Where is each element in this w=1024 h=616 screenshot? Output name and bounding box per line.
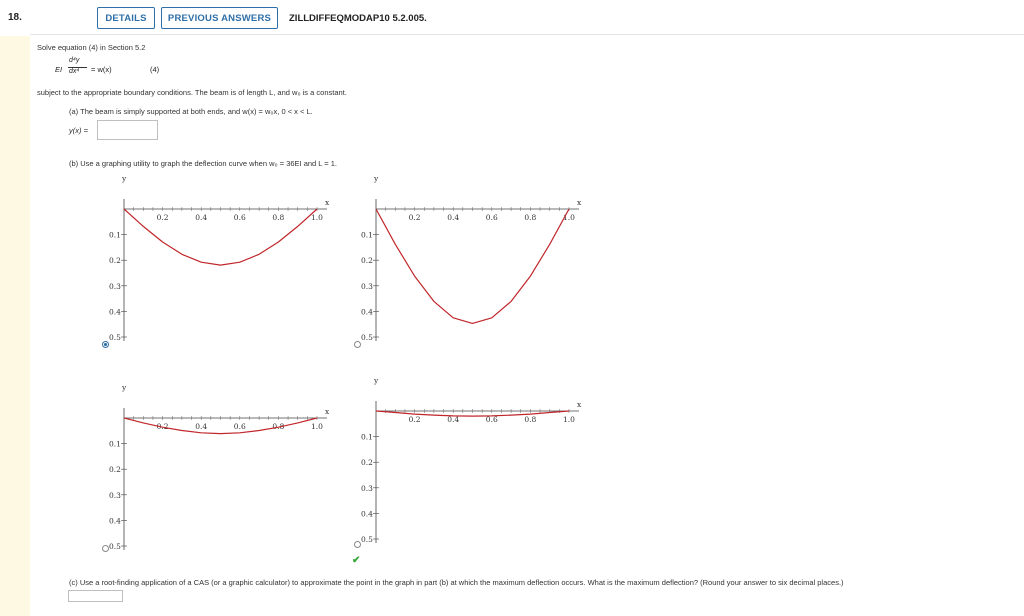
x-axis-label: x: [325, 407, 330, 416]
x-tick-label: 1.0: [311, 213, 323, 222]
y-tick-label: 0.1: [109, 439, 121, 449]
graph-option-3: [95, 374, 345, 567]
x-tick-label: 0.8: [524, 415, 537, 424]
equation-denominator: dx⁴: [69, 68, 80, 75]
x-tick-label: 0.2: [156, 422, 169, 431]
x-tick-label: 0.2: [408, 213, 421, 222]
deflection-curve: [124, 209, 317, 265]
x-tick-label: 0.6: [485, 415, 498, 424]
details-button[interactable]: DETAILS: [97, 7, 155, 29]
x-tick-label: 0.4: [447, 213, 460, 222]
x-tick-label: 0.2: [156, 213, 169, 222]
question-number: 18.: [8, 12, 22, 23]
y-axis-label: y: [374, 376, 379, 385]
graph-option-1-radio[interactable]: [102, 341, 109, 348]
part-b-text: (b) Use a graphing utility to graph the deflection curve when w₀ = 36EI and L = 1.: [69, 159, 337, 168]
previous-answers-button[interactable]: PREVIOUS ANSWERS: [161, 7, 278, 29]
y-axis-label: y: [122, 383, 127, 392]
y-tick-label: 0.5: [109, 542, 121, 551]
equation-coefficient: EI: [55, 65, 63, 74]
y-tick-label: 0.5: [361, 535, 373, 544]
graph-option-2: [347, 172, 597, 365]
problem-intro: Solve equation (4) in Section 5.2: [37, 43, 146, 52]
graph-option-1: [95, 172, 345, 365]
y-tick-label: 0.2: [361, 256, 373, 266]
y-tick-label: 0.3: [109, 490, 121, 500]
x-tick-label: 0.6: [485, 213, 498, 222]
deflection-curve: [124, 418, 317, 434]
y-tick-label: 0.1: [361, 230, 373, 240]
differential-equation: [55, 55, 195, 79]
y-tick-label: 0.3: [361, 281, 373, 291]
y-tick-label: 0.1: [361, 432, 373, 442]
part-c-answer-input[interactable]: [68, 590, 123, 602]
y-tick-label: 0.5: [361, 333, 373, 342]
y-tick-label: 0.4: [109, 516, 121, 526]
x-tick-label: 1.0: [563, 415, 575, 424]
y-axis-label: y: [122, 174, 127, 183]
x-tick-label: 0.2: [408, 415, 421, 424]
equation-tag: (4): [150, 65, 160, 74]
y-tick-label: 0.3: [109, 281, 121, 291]
x-tick-label: 0.6: [233, 422, 246, 431]
x-tick-label: 0.4: [447, 415, 460, 424]
x-axis-label: x: [577, 198, 582, 207]
header-divider: [30, 34, 1024, 35]
y-tick-label: 0.3: [361, 483, 373, 493]
part-a-answer-label: y(x) =: [69, 126, 88, 135]
x-tick-label: 0.8: [524, 213, 537, 222]
graph-option-4-radio[interactable]: [354, 541, 361, 548]
x-tick-label: 1.0: [563, 213, 575, 222]
part-a-answer-input[interactable]: [97, 120, 158, 140]
question-side-bar: [0, 36, 30, 616]
y-tick-label: 0.1: [109, 230, 121, 240]
part-a-text: (a) The beam is simply supported at both ends, and w(x) = w₀x, 0 < x < L.: [69, 107, 313, 116]
x-tick-label: 0.4: [195, 422, 208, 431]
y-tick-label: 0.5: [109, 333, 121, 342]
x-tick-label: 0.4: [195, 213, 208, 222]
equation-rhs: = w(x): [91, 65, 112, 74]
correct-check-icon: ✔: [352, 555, 361, 566]
y-tick-label: 0.4: [361, 509, 373, 519]
x-tick-label: 1.0: [311, 422, 323, 431]
part-c-text: (c) Use a root-finding application of a CAS (or a graphic calculator) to approximate the point in the graph in part (b) at which the maximum deflection occurs. What is the maximum deflection? (Round your answer to six decimal places.): [69, 578, 844, 587]
x-tick-label: 0.8: [272, 213, 285, 222]
graph-option-4: [347, 374, 597, 567]
y-axis-label: y: [374, 174, 379, 183]
x-tick-label: 0.8: [272, 422, 285, 431]
x-axis-label: x: [577, 400, 582, 409]
y-tick-label: 0.2: [109, 256, 121, 266]
deflection-curve: [376, 209, 569, 323]
y-tick-label: 0.2: [109, 465, 121, 475]
graph-option-2-radio[interactable]: [354, 341, 361, 348]
x-tick-label: 0.6: [233, 213, 246, 222]
problem-code: ZILLDIFFEQMODAP10 5.2.005.: [289, 13, 427, 24]
y-tick-label: 0.4: [361, 307, 373, 317]
y-tick-label: 0.2: [361, 458, 373, 468]
y-tick-label: 0.4: [109, 307, 121, 317]
equation-numerator: d⁴y: [69, 57, 80, 64]
boundary-conditions-text: subject to the appropriate boundary conditions. The beam is of length L, and w₀ is a constant.: [37, 88, 347, 97]
graph-option-3-radio[interactable]: [102, 545, 109, 552]
x-axis-label: x: [325, 198, 330, 207]
